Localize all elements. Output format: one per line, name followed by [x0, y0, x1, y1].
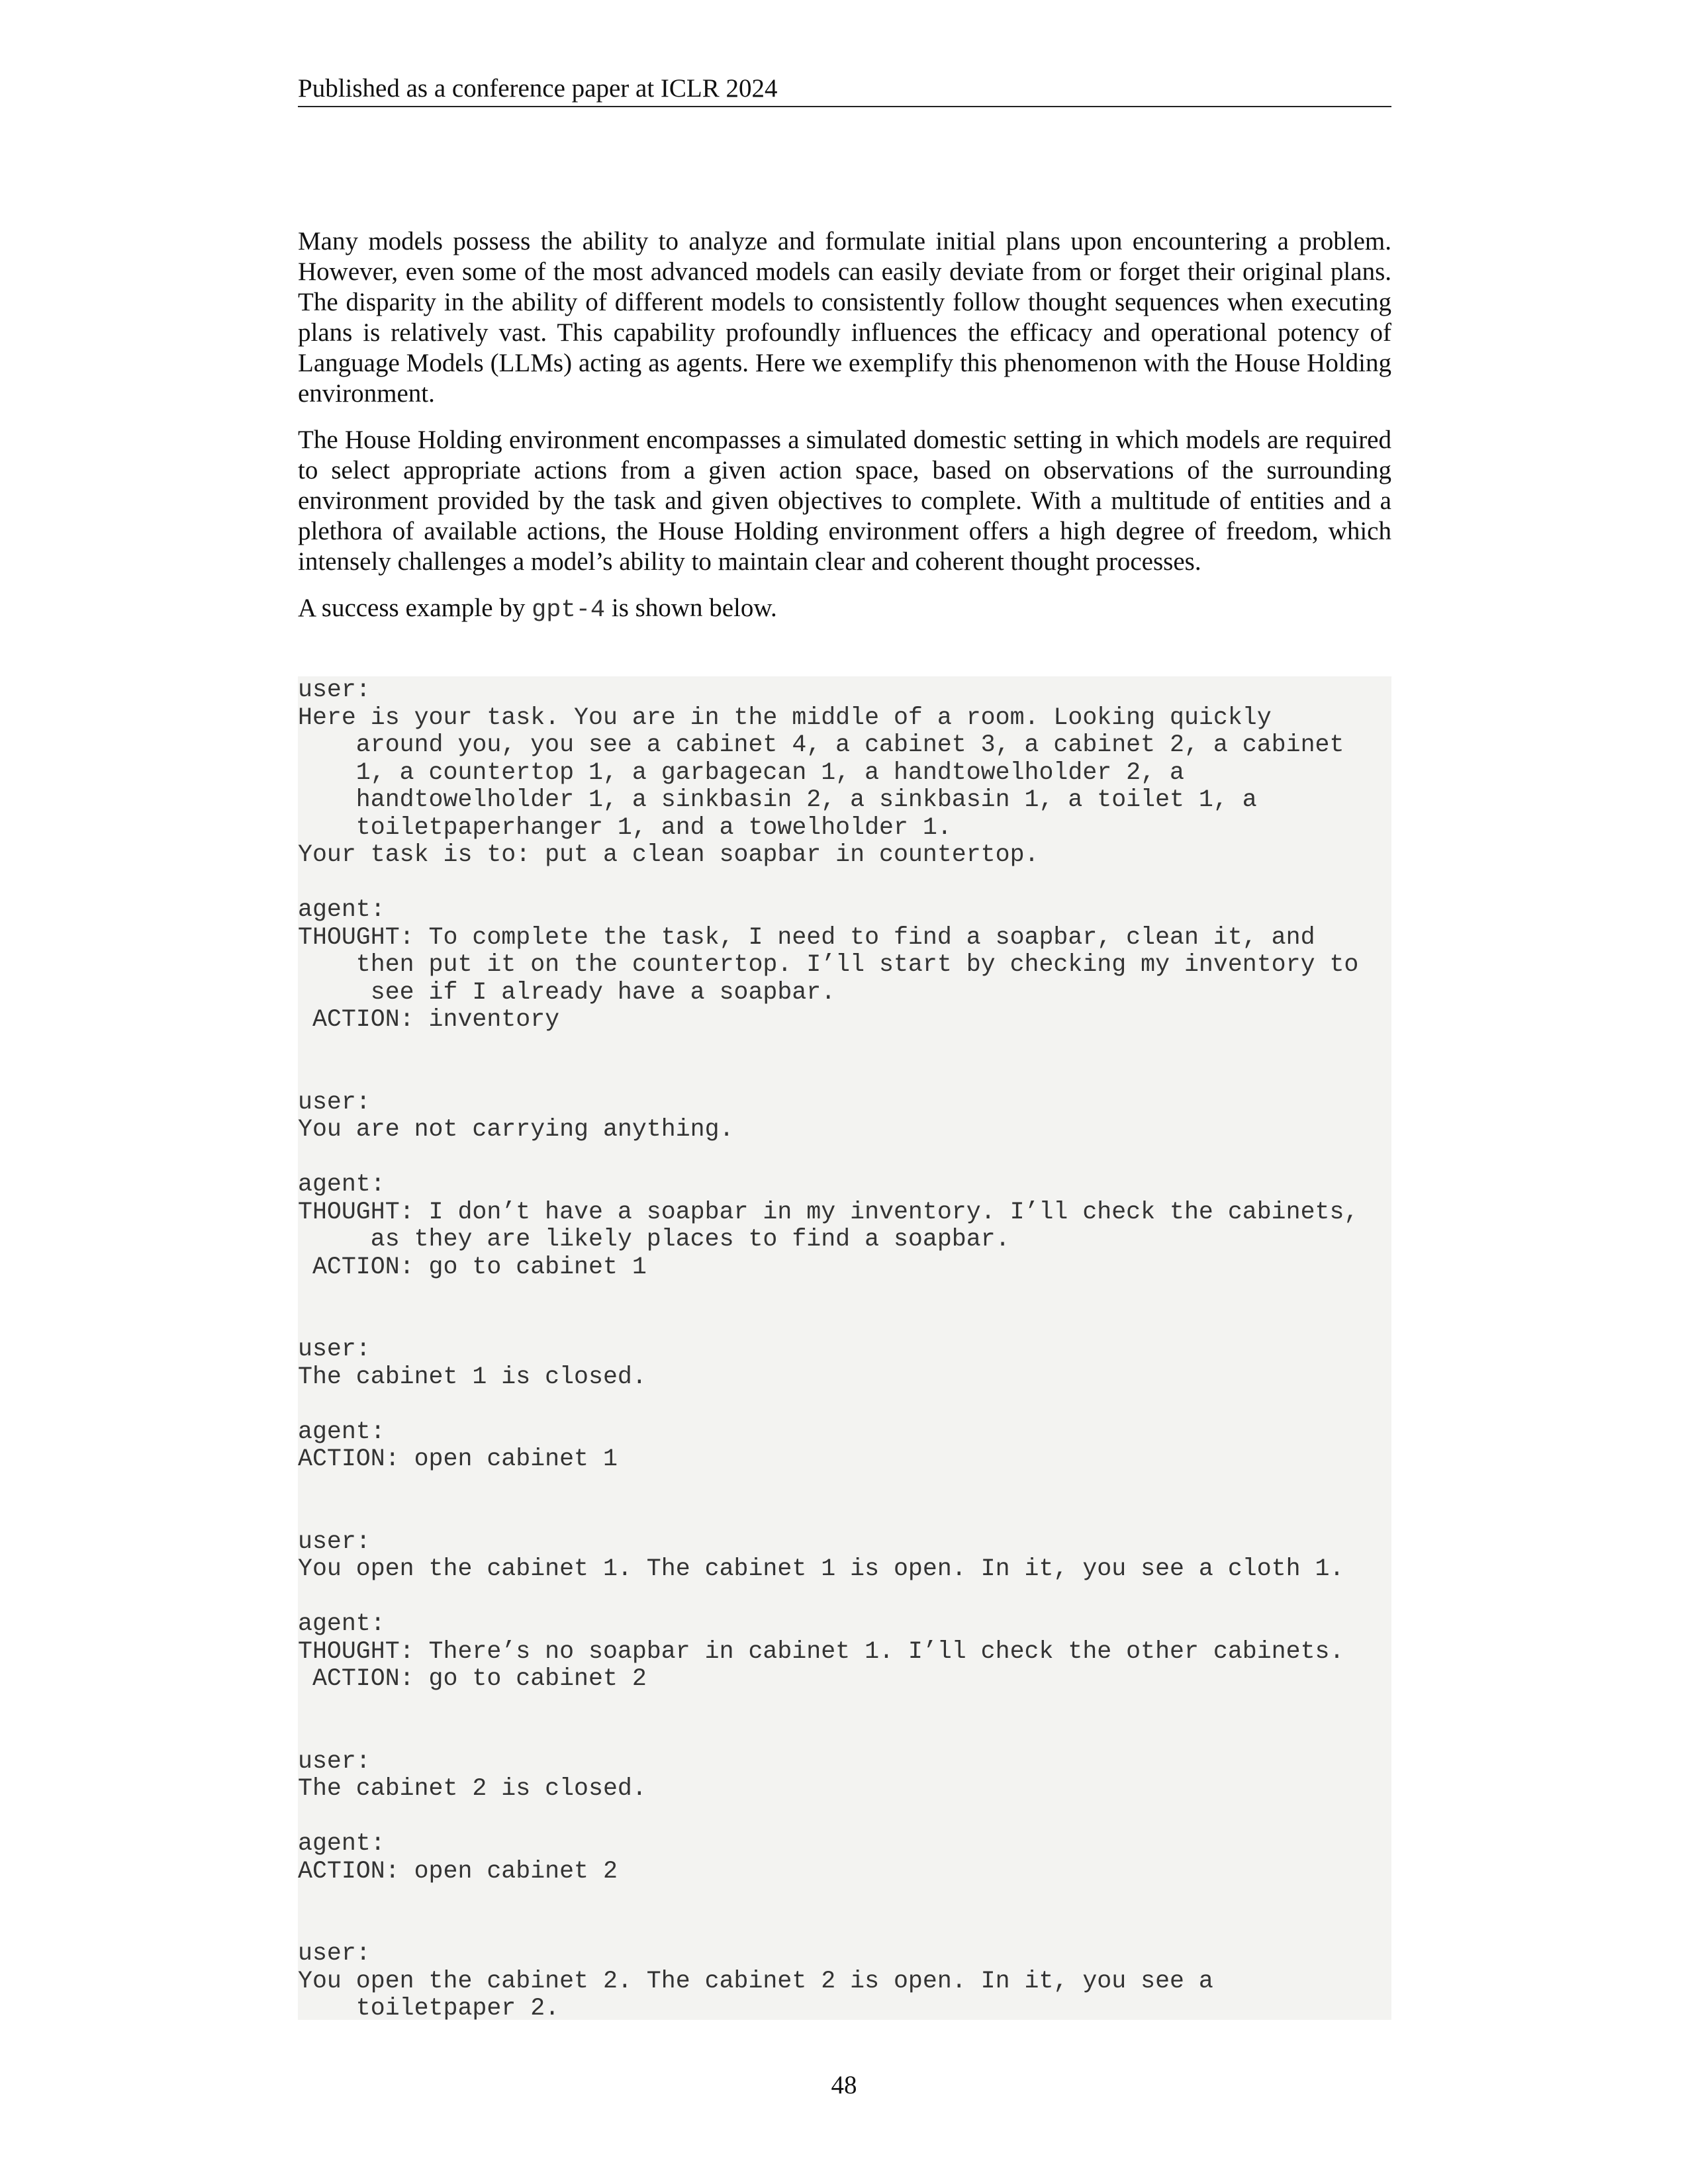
- code-line: [298, 1583, 1391, 1611]
- page-number: 48: [831, 2071, 857, 2099]
- code-transcript: [298, 676, 1391, 2023]
- code-line: [298, 1885, 1391, 1913]
- code-listing: [298, 676, 1391, 2020]
- code-line: agent:: [298, 1610, 385, 1637]
- code-line: user:: [298, 1747, 371, 1775]
- paragraph-3: [298, 593, 1391, 625]
- code-line: [298, 1308, 1391, 1336]
- code-line: The cabinet 1 is closed.: [298, 1363, 647, 1390]
- code-line: THOUGHT: I don’t have a soapbar in my inventory. I’ll check the cabinets,: [298, 1198, 1359, 1226]
- paragraph-2: The House Holding environment encompasses a simulated domestic setting in which models are required to select appropriate actions from a given action space, based on observations of the surrounding environment provided by the task and given objectives to complete. With a multitude of entities and a plethora of available actions, the House Holding environment offers a high degree of freedom, which intensely challenges a model’s ability to maintain clear and coherent thought processes.: [298, 426, 1391, 576]
- running-header: Published as a conference paper at ICLR 2024: [298, 71, 1391, 107]
- code-line: ACTION: inventory: [298, 1006, 560, 1033]
- code-line: user:: [298, 1940, 371, 1967]
- code-line: ACTION: open cabinet 1: [298, 1445, 618, 1473]
- code-line: You open the cabinet 2. The cabinet 2 is open. In it, you see a: [298, 1967, 1213, 1995]
- code-line: You are not carrying anything.: [298, 1116, 734, 1143]
- model-name-code: gpt-4: [532, 596, 606, 624]
- code-line: [298, 869, 1391, 897]
- paragraph-3-lead: A success example by: [298, 594, 532, 622]
- code-line: [298, 1473, 1391, 1501]
- code-line: toiletpaper 2.: [298, 1995, 560, 2022]
- code-line: [298, 1144, 1391, 1171]
- code-line: toiletpaperhanger 1, and a towelholder 1.: [298, 813, 952, 841]
- code-line: Here is your task. You are in the middle of a room. Looking quickly: [298, 704, 1272, 731]
- code-line: [298, 1913, 1391, 1940]
- code-line: handtowelholder 1, a sinkbasin 2, a sinkbasin 1, a toilet 1, a: [298, 786, 1257, 813]
- code-line: see if I already have a soapbar.: [298, 978, 836, 1006]
- code-line: [298, 1281, 1391, 1308]
- code-line: user:: [298, 676, 371, 704]
- code-line: Your task is to: put a clean soapbar in countertop.: [298, 841, 1039, 868]
- code-line: user:: [298, 1088, 371, 1116]
- code-line: around you, you see a cabinet 4, a cabinet 3, a cabinet 2, a cabinet: [298, 731, 1344, 758]
- code-line: [298, 1693, 1391, 1721]
- code-line: ACTION: go to cabinet 2: [298, 1665, 647, 1692]
- code-line: agent:: [298, 1830, 385, 1857]
- paragraph-3-tail: is shown below.: [605, 594, 777, 622]
- paragraph-1: Many models possess the ability to analyze and formulate initial plans upon encountering a problem. However, even some of the most advanced models can easily deviate from or forget their original plans. The disparity in the ability of different models to consistently follow thought sequences when executing plans is relatively vast. This capability profoundly influences the efficacy and operational potency of Language Models (LLMs) acting as agents. Here we exemplify this phenomenon with the House Holding environment.: [298, 227, 1391, 408]
- code-line: 1, a countertop 1, a garbagecan 1, a handtowelholder 2, a: [298, 758, 1184, 786]
- code-line: agent:: [298, 1418, 385, 1445]
- code-line: THOUGHT: There’s no soapbar in cabinet 1. I’ll check the other cabinets.: [298, 1637, 1344, 1665]
- code-line: [298, 1720, 1391, 1748]
- code-line: THOUGHT: To complete the task, I need to find a soapbar, clean it, and: [298, 923, 1315, 951]
- code-line: user:: [298, 1527, 371, 1555]
- code-line: ACTION: open cabinet 2: [298, 1857, 618, 1885]
- code-line: [298, 1803, 1391, 1831]
- code-line: The cabinet 2 is closed.: [298, 1775, 647, 1802]
- code-line: user:: [298, 1336, 371, 1363]
- code-line: [298, 1034, 1391, 1062]
- code-line: [298, 1500, 1391, 1528]
- code-line: agent:: [298, 1171, 385, 1198]
- code-line: ACTION: go to cabinet 1: [298, 1253, 647, 1281]
- code-line: agent:: [298, 896, 385, 923]
- code-line: as they are likely places to find a soapbar.: [298, 1226, 1010, 1253]
- code-line: [298, 1390, 1391, 1418]
- body-text: [298, 226, 1391, 625]
- code-line: You open the cabinet 1. The cabinet 1 is open. In it, you see a cloth 1.: [298, 1555, 1344, 1582]
- code-line: then put it on the countertop. I’ll start by checking my inventory to: [298, 951, 1359, 978]
- code-line: [298, 1061, 1391, 1089]
